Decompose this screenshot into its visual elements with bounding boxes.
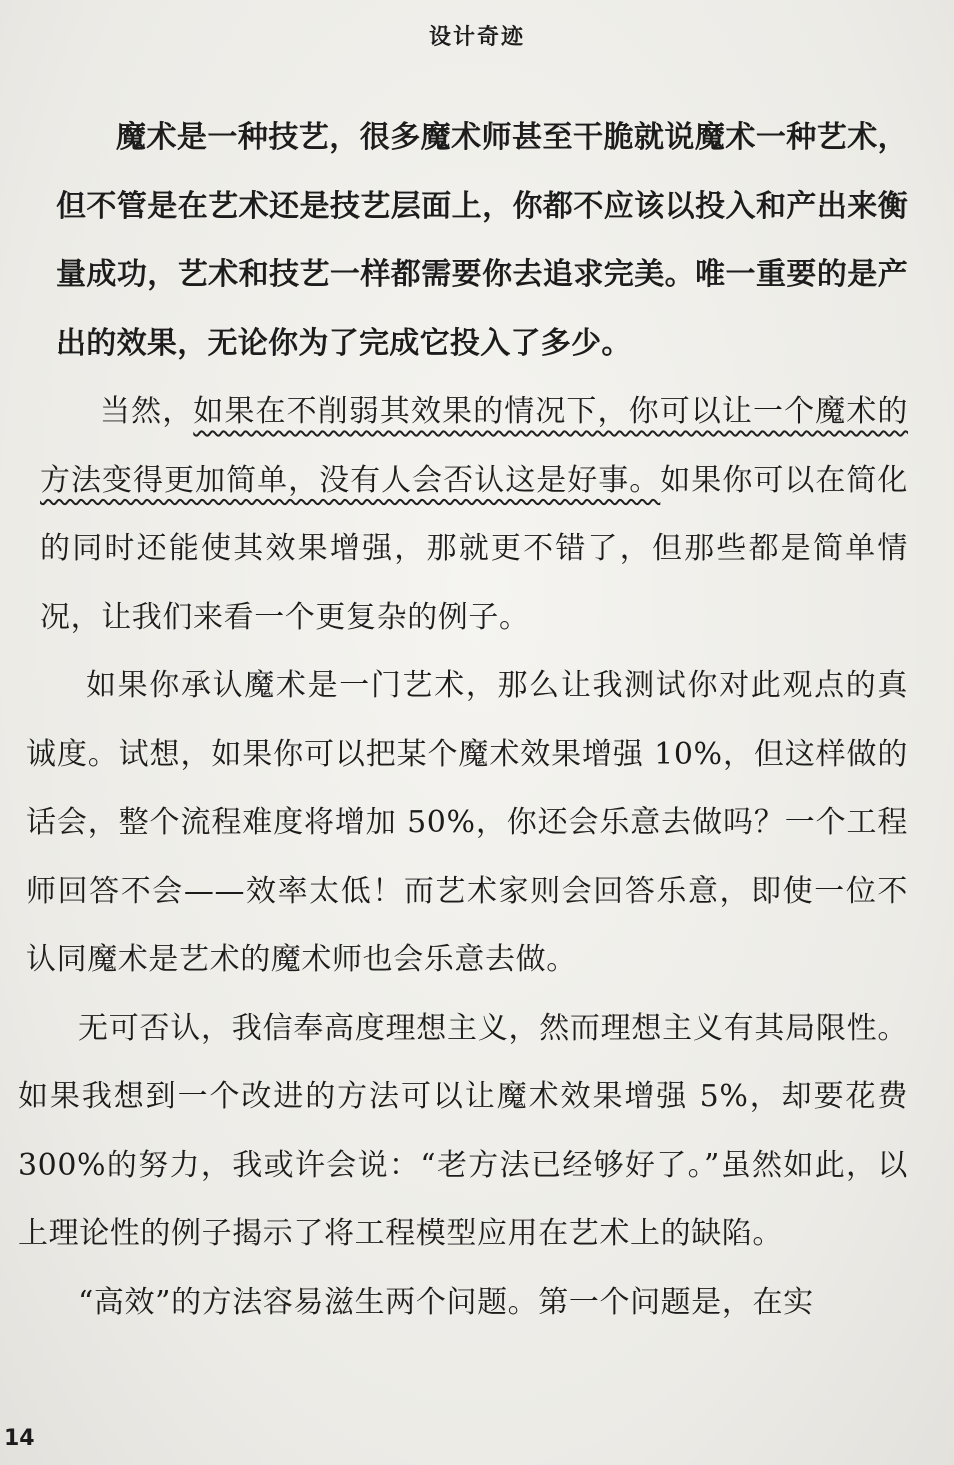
running-header: 设计奇迹 — [428, 24, 525, 50]
paragraph-1: 魔术是一种技艺，很多魔术师甚至干脆就说魔术一种艺术，但不管是在艺术还是技艺层面上，你都不应该以投入和产出来衡量成功，艺术和技艺一样都需要你去追求完美。唯一重要的是产出的效果，无论你为了完成它投入了多少。 — [56, 120, 908, 361]
body-text — [18, 104, 908, 1337]
underlined-passage: 如果在不削弱其效果的情况下，你可以让一个魔术的方法变得更加简单，没有人会否认这是好事。 — [40, 394, 908, 498]
paragraph-4: 无可否认，我信奉高度理想主义，然而理想主义有其局限性。如果我想到一个改进的方法可以让魔术效果增强 5%，却要花费 300%的努力，我或许会说：“老方法已经够好了。”虽然如此，以上理论性的例子揭示了将工程模型应用在艺术上的缺陷。 — [18, 1010, 908, 1251]
paragraph-5: “高效”的方法容易滋生两个问题。第一个问题是，在实 — [78, 1284, 814, 1320]
paragraph-2 — [18, 378, 908, 652]
page-number: 14 — [4, 1426, 35, 1451]
paragraph-2-lead: 当然， — [100, 394, 194, 429]
paragraph-2-rest: 如果你可以在简化的同时还能使其效果增强，那就更不错了，但那些都是简单情况，让我们来看一个更复杂的例子。 — [40, 462, 908, 635]
paragraph-3: 如果你承认魔术是一门艺术，那么让我测试你对此观点的真诚度。试想，如果你可以把某个魔术效果增强 10%，但这样做的话会，整个流程难度将增加 50%，你还会乐意去做吗？一个工程师回答不会——效率太低！而艺术家则会回答乐意，即使一位不认同魔术是艺术的魔术师也会乐意去做。 — [26, 668, 908, 977]
